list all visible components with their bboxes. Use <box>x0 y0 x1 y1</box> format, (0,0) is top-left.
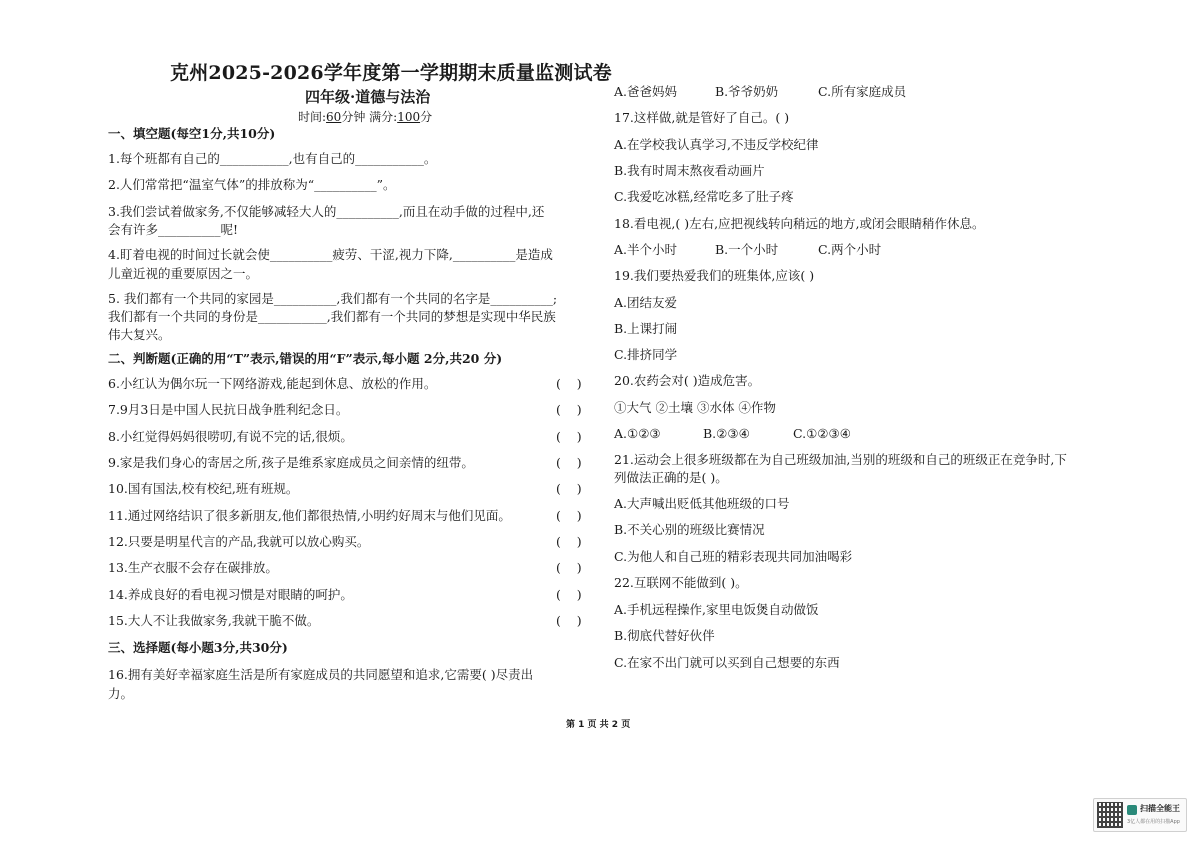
exam-title: 克州2025-2026学年度第一学期期末质量监测试卷 <box>170 62 612 84</box>
q5-line3: 伟大复兴。 <box>108 327 171 342</box>
answer-paren[interactable]: ( ) <box>556 587 582 602</box>
section3-title: 三、选择题(每小题3分,共30分) <box>108 640 288 655</box>
answer-paren[interactable]: ( ) <box>556 429 582 444</box>
answer-paren[interactable]: ( ) <box>556 455 582 470</box>
exam-subtitle: 四年级·道德与法治 <box>305 88 431 106</box>
judgment-item: 14.养成良好的看电视习惯是对眼睛的呵护。 <box>108 587 353 602</box>
time-unit: 分钟 满分: <box>341 110 398 124</box>
q2: 2.人们常常把“温室气体”的排放称为“__________”。 <box>108 177 396 192</box>
q20-option-c: C.①②③④ <box>793 426 851 441</box>
q18-option-c: C.两个小时 <box>818 242 882 257</box>
q19-option-c: C.排挤同学 <box>614 347 678 362</box>
q1: 1.每个班都有自己的___________,也有自己的___________。 <box>108 151 437 166</box>
time-label: 时间: <box>298 110 327 124</box>
q3-line1: 3.我们尝试着做家务,不仅能够减轻大人的__________,而且在动手做的过程中,还 <box>108 204 545 219</box>
q21-option-b: B.不关心别的班级比赛情况 <box>614 522 765 537</box>
judgment-item: 6.小红认为偶尔玩一下网络游戏,能起到休息、放松的作用。 <box>108 376 437 391</box>
q19-option-a: A.团结友爱 <box>614 295 678 310</box>
q16-option-a: A.爸爸妈妈 <box>614 84 678 99</box>
q16-option-c: C.所有家庭成员 <box>818 84 907 99</box>
page-number: 第 1 页 共 2 页 <box>566 720 631 730</box>
watermark-sub: 3亿人都在用的扫描App <box>1127 819 1180 825</box>
q5-line1: 5. 我们都有一个共同的家园是__________,我们都有一个共同的名字是__________; <box>108 291 558 306</box>
q22-option-c: C.在家不出门就可以买到自己想要的东西 <box>614 655 840 670</box>
qr-code-icon <box>1097 802 1123 828</box>
q16-line1: 16.拥有美好幸福家庭生活是所有家庭成员的共同愿望和追求,它需要( )尽责出 <box>108 667 534 682</box>
q22-option-b: B.彻底代替好伙伴 <box>614 628 715 643</box>
q19-option-b: B.上课打闹 <box>614 321 678 336</box>
q22: 22.互联网不能做到( )。 <box>614 575 748 590</box>
q20-option-b: B.②③④ <box>703 426 750 441</box>
q21-option-c: C.为他人和自己班的精彩表现共同加油喝彩 <box>614 549 853 564</box>
q17: 17.这样做,就是管好了自己。( ) <box>614 110 790 125</box>
q4-line2: 儿童近视的重要原因之一。 <box>108 266 259 281</box>
q4-line1: 4.盯着电视的时间过长就会使__________疲劳、干涩,视力下降,__________是造成 <box>108 247 553 262</box>
score-value: 100 <box>397 110 421 124</box>
q18: 18.看电视,( )左右,应把视线转向稍远的地方,或闭会眼睛稍作休息。 <box>614 216 985 231</box>
q17-option-b: B.我有时周末熬夜看动画片 <box>614 163 765 178</box>
q18-option-a: A.半个小时 <box>614 242 678 257</box>
answer-paren[interactable]: ( ) <box>556 613 582 628</box>
time-value: 60 <box>326 110 342 124</box>
scanner-watermark <box>1093 798 1187 832</box>
q21-option-a: A.大声喊出贬低其他班级的口号 <box>614 496 790 511</box>
q21-line2: 列做法正确的是( )。 <box>614 470 728 485</box>
answer-paren[interactable]: ( ) <box>556 376 582 391</box>
q17-option-c: C.我爱吃冰糕,经常吃多了肚子疼 <box>614 189 794 204</box>
judgment-item: 13.生产衣服不会存在碳排放。 <box>108 560 278 575</box>
judgment-item: 9.家是我们身心的寄居之所,孩子是维系家庭成员之间亲情的纽带。 <box>108 455 474 470</box>
judgment-item: 11.通过网络结识了很多新朋友,他们都很热情,小明约好周末与他们见面。 <box>108 508 511 523</box>
q21-line1: 21.运动会上很多班级都在为自己班级加油,当别的班级和自己的班级正在竞争时,下 <box>614 452 1067 467</box>
q20-option-a: A.①②③ <box>614 426 661 441</box>
judgment-item: 12.只要是明星代言的产品,我就可以放心购买。 <box>108 534 370 549</box>
section1-title: 一、填空题(每空1分,共10分) <box>108 126 276 141</box>
q16-line2: 力。 <box>108 686 134 701</box>
watermark-name: 扫描全能王 <box>1140 804 1180 813</box>
answer-paren[interactable]: ( ) <box>556 508 582 523</box>
judgment-item: 8.小红觉得妈妈很唠叨,有说不完的话,很烦。 <box>108 429 353 444</box>
q22-option-a: A.手机远程操作,家里电饭煲自动做饭 <box>614 602 819 617</box>
q3-line2: 会有许多__________呢! <box>108 222 239 237</box>
scanner-logo-icon <box>1127 805 1137 815</box>
q19: 19.我们要热爱我们的班集体,应该( ) <box>614 268 815 283</box>
answer-paren[interactable]: ( ) <box>556 560 582 575</box>
section2-title: 二、判断题(正确的用“T”表示,错误的用“F”表示,每小题 2分,共20 分) <box>108 351 503 366</box>
q20: 20.农药会对( )造成危害。 <box>614 373 761 388</box>
answer-paren[interactable]: ( ) <box>556 481 582 496</box>
q16-option-b: B.爷爷奶奶 <box>715 84 779 99</box>
q18-option-b: B.一个小时 <box>715 242 779 257</box>
exam-meta <box>298 108 432 125</box>
judgment-item: 10.国有国法,校有校纪,班有班规。 <box>108 481 299 496</box>
q20-items: ①大气 ②土壤 ③水体 ④作物 <box>614 400 776 415</box>
q5-line2: 我们都有一个共同的身份是___________,我们都有一个共同的梦想是实现中华民族 <box>108 309 556 324</box>
answer-paren[interactable]: ( ) <box>556 402 582 417</box>
judgment-item: 15.大人不让我做家务,我就干脆不做。 <box>108 613 320 628</box>
answer-paren[interactable]: ( ) <box>556 534 582 549</box>
score-unit: 分 <box>420 110 433 124</box>
q17-option-a: A.在学校我认真学习,不违反学校纪律 <box>614 137 819 152</box>
judgment-item: 7.9月3日是中国人民抗日战争胜利纪念日。 <box>108 402 349 417</box>
